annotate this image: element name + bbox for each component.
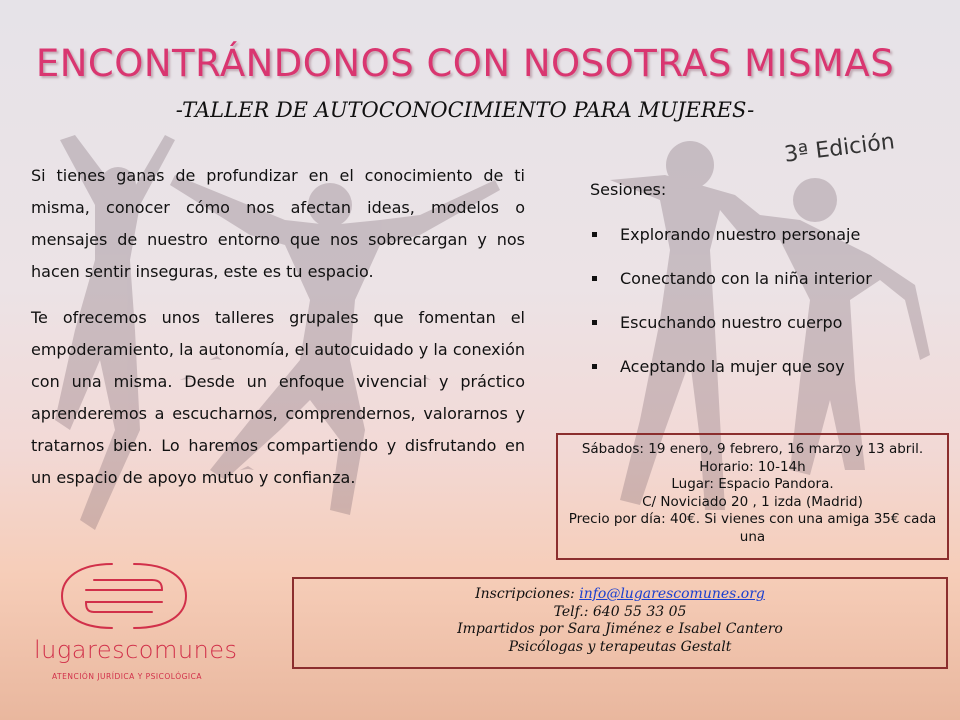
session-item: Conectando con la niña interior [590, 269, 940, 313]
edition-label: 3ª Edición [782, 129, 897, 168]
session-item: Escuchando nuestro cuerpo [590, 313, 940, 357]
contact-box [292, 577, 948, 669]
intro-paragraph: Si tienes ganas de profundizar en el conocimiento de ti misma, conocer cómo nos afectan ideas, modelos o mensajes de nuestro entorno que nos sobrecargan y nos hacen sentir inseguras, este es tu espacio. [31, 166, 525, 281]
page-title: ENCONTRÁNDONOS CON NOSOTRAS MISMAS [35, 42, 895, 85]
sessions-heading: Sesiones: [590, 180, 667, 199]
intro-paragraph: Te ofrecemos unos talleres grupales que fomentan el empoderamiento, la autonomía, el autocuidado y la conexión con una misma. Desde un enfoque vivencial y práctico aprenderemos a escucharnos, comprendernos, valorarnos y tratarnos bien. Lo haremos compartiendo y disfrutando en un espacio de apoyo mutuo y confianza. [31, 308, 525, 487]
details-box [556, 433, 949, 560]
instructors-line: Impartidos por Sara Jiménez e Isabel Cantero [457, 621, 783, 637]
registration-line [300, 586, 940, 604]
page-subtitle: -TALLER DE AUTOCONOCIMIENTO PARA MUJERES- [175, 98, 755, 122]
logo-name: lugarescomunes [34, 636, 238, 664]
session-item: Explorando nuestro personaje [590, 225, 940, 269]
registration-label: Inscripciones: [475, 586, 580, 602]
email-link[interactable]: info@lugarescomunes.org [579, 586, 765, 602]
intro-text [31, 160, 525, 508]
schedule-line: Horario: 10-14h [699, 458, 806, 475]
session-item: Aceptando la mujer que soy [590, 357, 940, 401]
sessions-list [590, 180, 940, 401]
phone-line: Telf.: 640 55 33 05 [553, 603, 687, 620]
dates-line: Sábados: 19 enero, 9 febrero, 16 marzo y 13 abril. [581, 441, 924, 457]
logo-tagline: ATENCIÓN JURÍDICA Y PSICOLÓGICA [52, 672, 202, 681]
price-line: Precio por día: 40€. Si vienes con una amiga 35€ cada una [568, 511, 937, 545]
roles-line: Psicólogas y terapeutas Gestalt [508, 638, 732, 655]
address-line: C/ Noviciado 20 , 1 izda (Madrid) [642, 493, 863, 510]
place-line: Lugar: Espacio Pandora. [671, 476, 834, 492]
